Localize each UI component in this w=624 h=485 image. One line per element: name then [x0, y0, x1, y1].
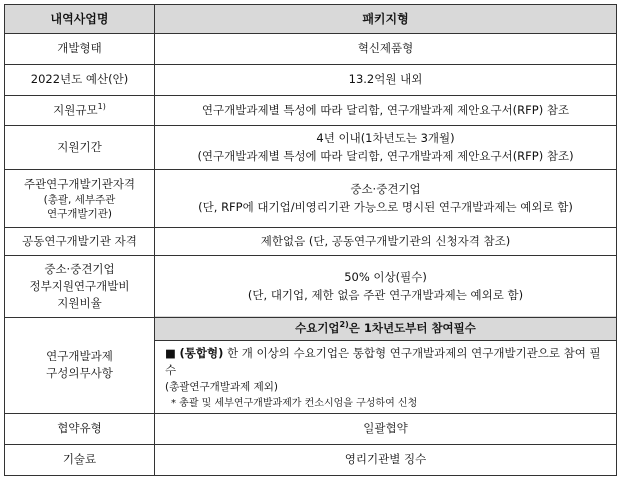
table-row [5, 96, 617, 126]
row-value: 13.2억원 내외 [155, 65, 617, 96]
row-value: 영리기관별 징수 [155, 444, 617, 475]
heading-text: 수요기업 [295, 320, 340, 335]
table-row [5, 318, 617, 414]
value-line: 중소·중견기업 [350, 182, 421, 197]
row-value: 연구개발과제별 특성에 따라 달리함, 연구개발과제 제안요구서(RFP) 참조 [155, 96, 617, 126]
row-value [155, 318, 617, 414]
footnote-mark: 2) [339, 320, 349, 329]
row-label: 개발형태 [5, 34, 155, 65]
value-line: 4년 이내(1차년도는 3개월) [316, 131, 455, 146]
table-row [5, 256, 617, 318]
row-label: 지원기간 [5, 126, 155, 170]
row-label [5, 170, 155, 228]
row-label: 기술료 [5, 444, 155, 475]
row-value: 일괄협약 [155, 413, 617, 444]
row-value [155, 170, 617, 228]
table-row [5, 65, 617, 96]
table-row [5, 228, 617, 256]
label-text: 정부지원연구개발비 [29, 278, 130, 293]
label-text: 지원비율 [57, 296, 102, 311]
header-program-name: 내역사업명 [5, 5, 155, 34]
row-label [5, 256, 155, 318]
label-text: 주관연구개발기관자격 [23, 176, 136, 191]
table-row [5, 444, 617, 475]
header-package-type: 패키지형 [155, 5, 617, 34]
label-text: 중소·중견기업 [44, 261, 115, 276]
label-text: 구성의무사항 [46, 366, 113, 381]
row-value [155, 126, 617, 170]
row-label: 2022년도 예산(안) [5, 65, 155, 96]
requirement-type: (통합형) [179, 346, 224, 361]
row-label [5, 96, 155, 126]
requirement-text: 한 개 이상의 수요기업은 통합형 연구개발과제의 연구개발기관으로 참여 필수 [165, 346, 601, 378]
row-value: 혁신제품형 [155, 34, 617, 65]
table-row [5, 34, 617, 65]
table-row [5, 413, 617, 444]
row-value: 제한없음 (단, 공동연구개발기관의 신청자격 참조) [155, 228, 617, 256]
footnote-text: * 총괄 및 세부연구개발과제가 컨소시엄을 구성하여 신청 [171, 397, 418, 409]
row-label: 협약유형 [5, 413, 155, 444]
row-value [155, 256, 617, 318]
footnote-mark: 1) [97, 102, 106, 112]
table-row [5, 126, 617, 170]
value-line: (연구개발과제별 특성에 따라 달리함, 연구개발과제 제안요구서(RFP) 참조) [197, 148, 574, 163]
bullet-square-icon: ■ [165, 346, 176, 361]
requirement-cont: (총괄연구개발과제 제외) [165, 380, 278, 393]
mandatory-heading [155, 316, 616, 341]
label-text: 지원규모 [53, 103, 98, 118]
label-sub: 연구개발기관) [47, 208, 112, 221]
row-label [5, 318, 155, 414]
program-spec-table [4, 4, 617, 476]
value-line: (단, 대기업, 제한 없음 주관 연구개발과제는 예외로 함) [247, 287, 524, 302]
value-line: 50% 이상(필수) [344, 270, 427, 285]
heading-text: 은 1차년도부터 참여필수 [348, 320, 476, 335]
value-line: (단, RFP에 대기업/비영리기관 가능으로 명시된 연구개발과제는 예외로 함) [198, 199, 573, 214]
table-row [5, 170, 617, 228]
header-row [5, 5, 617, 34]
row-label: 공동연구개발기관 자격 [5, 228, 155, 256]
label-text: 연구개발과제 [46, 349, 113, 364]
label-sub: (총괄, 세부주관 [43, 193, 116, 206]
requirement-item [161, 345, 610, 380]
